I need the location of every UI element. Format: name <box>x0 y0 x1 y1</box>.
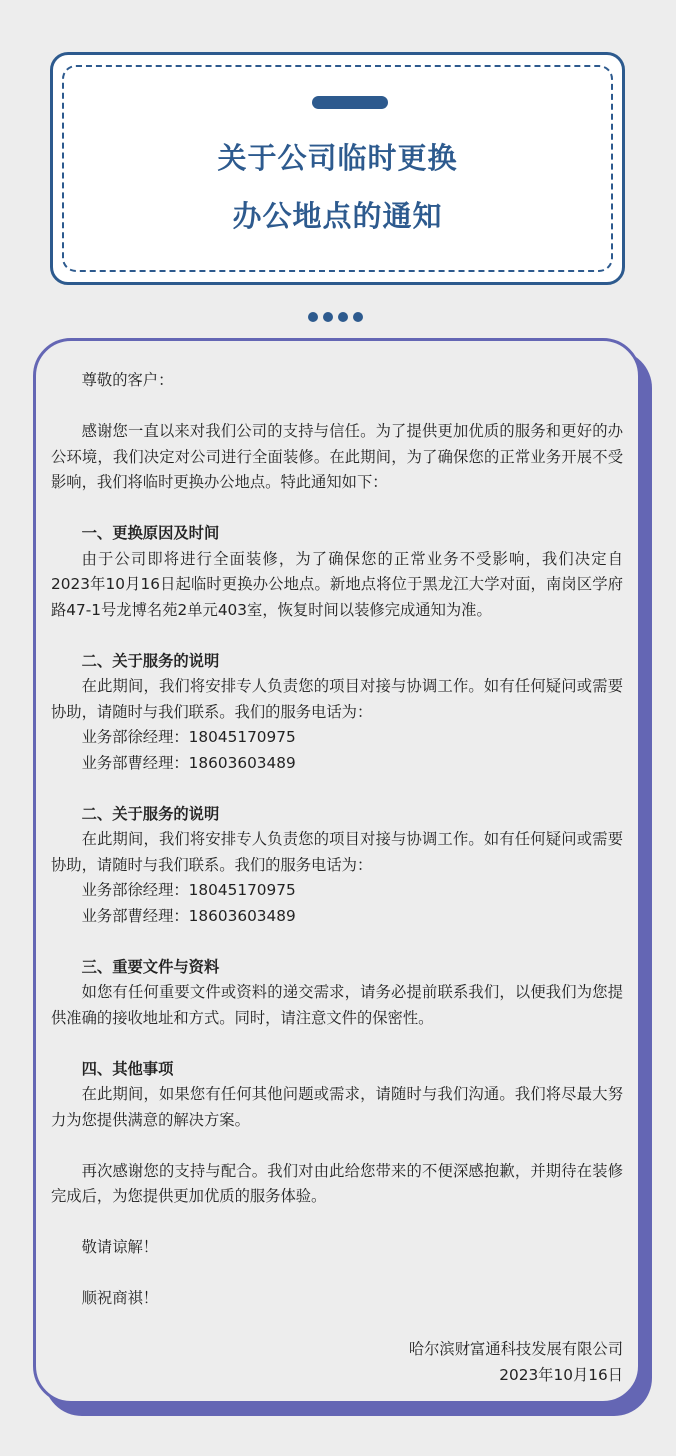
title-line-1: 关于公司临时更换 <box>217 141 458 175</box>
section-body: 在此期间，我们将安排专人负责您的项目对接与协调工作。如有任何疑问或需要协助，请随时与我们联系。我们的服务电话为： <box>51 830 623 874</box>
section-body: 在此期间，如果您有任何其他问题或需求，请随时与我们沟通。我们将尽最大努力为您提供满意的解决方案。 <box>51 1085 623 1129</box>
section-heading: 三、重要文件与资料 <box>81 957 220 976</box>
section-body: 在此期间，我们将安排专人负责您的项目对接与协调工作。如有任何疑问或需要协助，请随时与我们联系。我们的服务电话为： <box>51 677 623 721</box>
dot-icon <box>323 312 333 322</box>
dot-icon <box>338 312 348 322</box>
closing-line: 顺祝商祺！ <box>81 1289 159 1307</box>
closing-line: 敬请谅解！ <box>81 1238 159 1256</box>
section-heading: 一、更换原因及时间 <box>81 524 220 542</box>
dot-icon <box>308 312 318 322</box>
section-heading: 四、其他事项 <box>81 1059 174 1078</box>
thanks-paragraph: 再次感谢您的支持与配合。我们对由此给您带来的不便深感抱歉，并期待在装修完成后，为您提供更加优质的服务体验。 <box>51 1161 623 1205</box>
section-body: 由于公司即将进行全面装修，为了确保您的正常业务不受影响，我们决定自2023年10月16日起临时更换办公地点。新地点将位于黑龙江大学对面，南岗区学府路47-1号龙博名苑2单元403室，恢复时间以装修完成通知为准。 <box>51 549 623 619</box>
section-heading: 二、关于服务的说明 <box>81 804 220 823</box>
title-dashed-frame <box>62 65 613 272</box>
contact-line: 业务部徐经理：18045170975 <box>81 728 296 746</box>
page-title <box>64 129 611 245</box>
intro-paragraph: 感谢您一直以来对我们公司的支持与信任。为了提供更加优质的服务和更好的办公环境，我们决定对公司进行全面装修。在此期间，为了确保您的正常业务开展不受影响，我们将临时更换办公地点。特此通知如下： <box>51 422 623 491</box>
title-line-2: 办公地点的通知 <box>232 199 443 233</box>
dot-icon <box>353 312 363 322</box>
notice-card <box>33 338 641 1404</box>
divider-dots <box>308 312 363 324</box>
notice-content <box>51 368 623 1388</box>
contact-line: 业务部徐经理：18045170975 <box>81 881 296 899</box>
signature-date: 2023年10月16日 <box>499 1365 623 1384</box>
title-decoration-bar <box>312 96 388 109</box>
title-card <box>50 52 625 285</box>
salutation: 尊敬的客户： <box>81 371 174 389</box>
contact-line: 业务部曹经理：18603603489 <box>81 906 296 925</box>
section-heading: 二、关于服务的说明 <box>81 651 220 670</box>
section-body: 如您有任何重要文件或资料的递交需求，请务必提前联系我们，以便我们为您提供准确的接收地址和方式。同时，请注意文件的保密性。 <box>51 983 623 1027</box>
company-signature: 哈尔滨财富通科技发展有限公司 <box>408 1340 623 1358</box>
contact-line: 业务部曹经理：18603603489 <box>81 753 296 772</box>
